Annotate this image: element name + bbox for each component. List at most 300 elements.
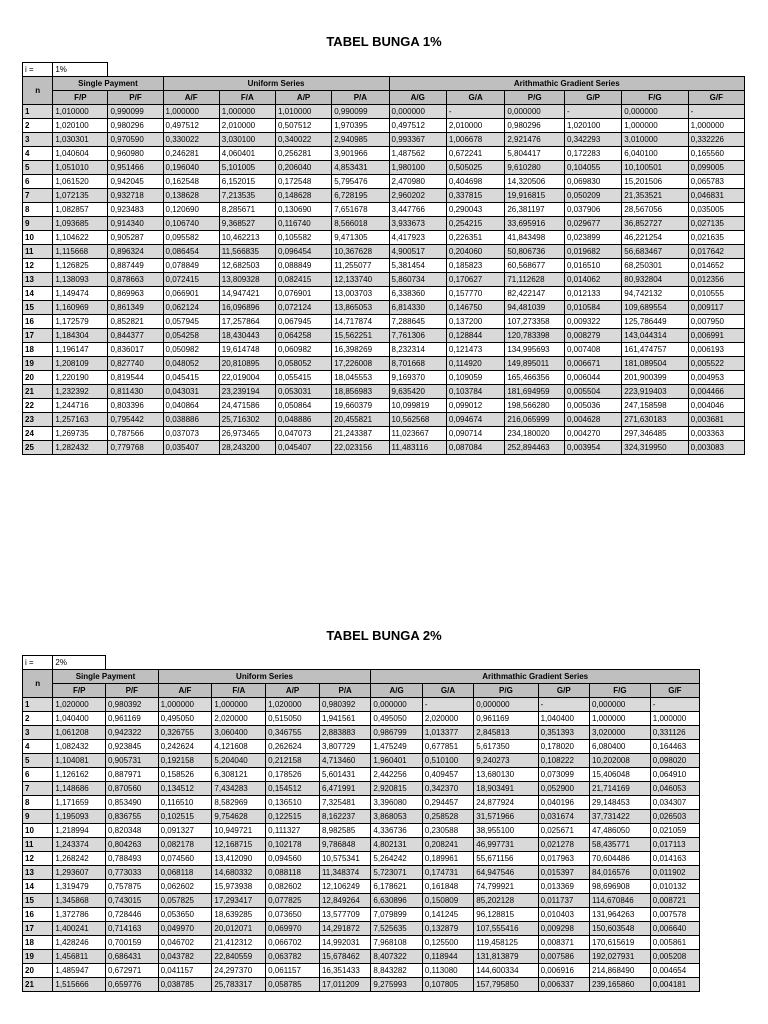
value-cell: 0,337815 — [446, 189, 504, 203]
value-cell: 3,901966 — [332, 147, 389, 161]
value-cell: 1,040604 — [53, 147, 108, 161]
value-cell: 0,887449 — [108, 259, 163, 273]
value-cell: 8,982585 — [319, 824, 370, 838]
value-cell: 13,577709 — [319, 908, 370, 922]
value-cell: 13,809328 — [219, 273, 275, 287]
value-cell: 0,116510 — [158, 796, 212, 810]
value-cell: 1,061208 — [53, 726, 106, 740]
table-row — [23, 712, 700, 726]
value-cell: 0,069970 — [266, 922, 320, 936]
value-cell: 0,346755 — [266, 726, 320, 740]
period-cell: 20 — [23, 371, 53, 385]
period-cell: 7 — [23, 189, 53, 203]
value-cell: 149,895011 — [505, 357, 565, 371]
value-cell: 0,082415 — [275, 273, 331, 287]
value-cell: 0,038886 — [163, 413, 219, 427]
value-cell: 1,149474 — [53, 287, 108, 301]
value-cell: 0,013369 — [538, 880, 589, 894]
period-cell: 11 — [23, 838, 53, 852]
period-cell: 4 — [23, 147, 53, 161]
value-cell: 14,992031 — [319, 936, 370, 950]
value-cell: 98,696908 — [590, 880, 651, 894]
value-cell: 1,172579 — [53, 315, 108, 329]
value-cell: 0,007578 — [650, 908, 699, 922]
value-cell: 1,020100 — [53, 119, 108, 133]
value-cell: 0,122515 — [266, 810, 320, 824]
period-cell: 2 — [23, 712, 53, 726]
table-row — [23, 301, 745, 315]
value-cell: 234,180020 — [505, 427, 565, 441]
value-cell: 14,717874 — [332, 315, 389, 329]
value-cell: 0,495050 — [371, 712, 422, 726]
table-row — [23, 810, 700, 824]
value-cell: 4,060401 — [219, 147, 275, 161]
value-cell: 5,601431 — [319, 768, 370, 782]
value-cell: 7,761306 — [389, 329, 446, 343]
table-row — [23, 964, 700, 978]
period-cell: 5 — [23, 161, 53, 175]
value-cell: 0,074560 — [158, 852, 212, 866]
value-cell: 11,023667 — [389, 427, 446, 441]
value-cell: 0,165560 — [688, 147, 744, 161]
value-cell: 0,853490 — [106, 796, 159, 810]
value-cell: 2,883883 — [319, 726, 370, 740]
value-cell: 0,035005 — [688, 203, 744, 217]
value-cell: 37,731422 — [590, 810, 651, 824]
value-cell: - — [446, 105, 504, 119]
value-cell: 109,689554 — [622, 301, 688, 315]
value-cell: 1,268242 — [53, 852, 106, 866]
value-cell: 0,960980 — [108, 147, 163, 161]
value-cell: 0,014163 — [650, 852, 699, 866]
value-cell: 0,064258 — [275, 329, 331, 343]
value-cell: 28,567056 — [622, 203, 688, 217]
period-cell: 21 — [23, 978, 53, 992]
value-cell: 14,680332 — [212, 866, 266, 880]
value-cell: 0,970590 — [108, 133, 163, 147]
interest-rate-row — [23, 656, 700, 670]
value-cell: 1,051010 — [53, 161, 108, 175]
value-cell: 0,095582 — [163, 231, 219, 245]
interest-table-2 — [22, 655, 700, 992]
value-cell: 0,003954 — [564, 441, 621, 455]
value-cell: 0,012133 — [564, 287, 621, 301]
value-cell: 0,905287 — [108, 231, 163, 245]
value-cell: 0,107805 — [422, 978, 473, 992]
value-cell: 10,202008 — [590, 754, 651, 768]
value-cell: 14,291872 — [319, 922, 370, 936]
value-cell: 0,082602 — [266, 880, 320, 894]
value-cell: 0,025671 — [538, 824, 589, 838]
value-cell: 5,204040 — [212, 754, 266, 768]
period-cell: 20 — [23, 964, 53, 978]
table-row — [23, 245, 745, 259]
value-cell: 0,192158 — [158, 754, 212, 768]
value-cell: 0,004953 — [688, 371, 744, 385]
value-cell: 0,015397 — [538, 866, 589, 880]
value-cell: 1,428246 — [53, 936, 106, 950]
value-cell: 10,949721 — [212, 824, 266, 838]
value-cell: 9,275993 — [371, 978, 422, 992]
value-cell: 0,034307 — [650, 796, 699, 810]
value-cell: 0,040196 — [538, 796, 589, 810]
value-cell: 17,226008 — [332, 357, 389, 371]
value-cell: 131,964263 — [590, 908, 651, 922]
value-cell: 0,114920 — [446, 357, 504, 371]
period-cell: 3 — [23, 133, 53, 147]
column-header: P/G — [474, 684, 538, 698]
value-cell: 0,993367 — [389, 133, 446, 147]
interest-value: 2% — [53, 656, 106, 670]
value-cell: 0,507512 — [275, 119, 331, 133]
value-cell: 107,273358 — [505, 315, 565, 329]
value-cell: 0,787566 — [108, 427, 163, 441]
value-cell: 297,346485 — [622, 427, 688, 441]
value-cell: 1,126162 — [53, 768, 106, 782]
value-cell: 0,116740 — [275, 217, 331, 231]
value-cell: 31,571966 — [474, 810, 538, 824]
value-cell: 0,003681 — [688, 413, 744, 427]
period-cell: 24 — [23, 427, 53, 441]
column-header: P/F — [106, 684, 159, 698]
interest-table-1 — [22, 62, 745, 455]
value-cell: 0,021059 — [650, 824, 699, 838]
period-cell: 7 — [23, 782, 53, 796]
value-cell: 1,000000 — [590, 712, 651, 726]
value-cell: 21,353521 — [622, 189, 688, 203]
table-row — [23, 161, 745, 175]
value-cell: 0,027135 — [688, 217, 744, 231]
value-cell: 33,695916 — [505, 217, 565, 231]
column-header: F/P — [53, 91, 108, 105]
table-row — [23, 231, 745, 245]
value-cell: 9,635420 — [389, 385, 446, 399]
value-cell: 0,161848 — [422, 880, 473, 894]
value-cell: 0,951466 — [108, 161, 163, 175]
value-cell: 11,348374 — [319, 866, 370, 880]
value-cell: 94,481039 — [505, 301, 565, 315]
table-row — [23, 385, 745, 399]
value-cell: 1,960401 — [371, 754, 422, 768]
value-cell: 0,043782 — [158, 950, 212, 964]
value-cell: 0,010584 — [564, 301, 621, 315]
value-cell: 0,804263 — [106, 838, 159, 852]
table-row — [23, 908, 700, 922]
value-cell: 201,900399 — [622, 371, 688, 385]
value-cell: 0,026503 — [650, 810, 699, 824]
value-cell: 1,138093 — [53, 273, 108, 287]
value-cell: 1,030301 — [53, 133, 108, 147]
value-cell: 0,162548 — [163, 175, 219, 189]
value-cell: 0,090714 — [446, 427, 504, 441]
value-cell: 1,160969 — [53, 301, 108, 315]
column-header: A/P — [266, 684, 320, 698]
value-cell: 0,827740 — [108, 357, 163, 371]
table-row — [23, 698, 700, 712]
period-cell: 15 — [23, 301, 53, 315]
value-cell: 170,615619 — [590, 936, 651, 950]
table-row — [23, 217, 745, 231]
value-cell: 0,141245 — [422, 908, 473, 922]
value-cell: 12,849264 — [319, 894, 370, 908]
value-cell: 1,208109 — [53, 357, 108, 371]
period-cell: 14 — [23, 880, 53, 894]
period-cell: 9 — [23, 810, 53, 824]
value-cell: 13,865053 — [332, 301, 389, 315]
value-cell: 15,201506 — [622, 175, 688, 189]
value-cell: 0,896324 — [108, 245, 163, 259]
value-cell: 0,017963 — [538, 852, 589, 866]
value-cell: 150,603548 — [590, 922, 651, 936]
value-cell: 5,101005 — [219, 161, 275, 175]
table-row — [23, 441, 745, 455]
value-cell: 71,112628 — [505, 273, 565, 287]
value-cell: 0,803396 — [108, 399, 163, 413]
period-cell: 18 — [23, 936, 53, 950]
value-cell: 15,678462 — [319, 950, 370, 964]
value-cell: 0,990099 — [332, 105, 389, 119]
value-cell: 24,297370 — [212, 964, 266, 978]
value-cell: 0,069830 — [564, 175, 621, 189]
table-row — [23, 329, 745, 343]
value-cell: 0,004270 — [564, 427, 621, 441]
value-cell: 0,103784 — [446, 385, 504, 399]
value-cell: 1,104622 — [53, 231, 108, 245]
value-cell: 0,870560 — [106, 782, 159, 796]
value-cell: 0,006044 — [564, 371, 621, 385]
value-cell: 9,471305 — [332, 231, 389, 245]
value-cell: 0,017113 — [650, 838, 699, 852]
value-cell: 0,677851 — [422, 740, 473, 754]
value-cell: 60,568677 — [505, 259, 565, 273]
value-cell: 0,700159 — [106, 936, 159, 950]
value-cell: 4,713460 — [319, 754, 370, 768]
value-cell: 9,786848 — [319, 838, 370, 852]
value-cell: 0,206040 — [275, 161, 331, 175]
value-cell: 0,256281 — [275, 147, 331, 161]
value-cell: 0,029677 — [564, 217, 621, 231]
value-cell: 46,997731 — [474, 838, 538, 852]
value-cell: 46,221254 — [622, 231, 688, 245]
value-cell: 0,003363 — [688, 427, 744, 441]
column-header: G/A — [422, 684, 473, 698]
value-cell: 0,048886 — [275, 413, 331, 427]
value-cell: 1,941561 — [319, 712, 370, 726]
value-cell: 8,701668 — [389, 357, 446, 371]
column-header: A/F — [158, 684, 212, 698]
value-cell: 7,525635 — [371, 922, 422, 936]
value-cell: 1,006678 — [446, 133, 504, 147]
value-cell: 0,111327 — [266, 824, 320, 838]
value-cell: - — [422, 698, 473, 712]
value-cell: 247,158598 — [622, 399, 688, 413]
value-cell: 0,102515 — [158, 810, 212, 824]
value-cell: 21,412312 — [212, 936, 266, 950]
value-cell: 70,604486 — [590, 852, 651, 866]
value-cell: 18,639285 — [212, 908, 266, 922]
value-cell: - — [688, 105, 744, 119]
value-cell: 1,093685 — [53, 217, 108, 231]
value-cell: 0,852821 — [108, 315, 163, 329]
value-cell: 6,178621 — [371, 880, 422, 894]
value-cell: 0,088849 — [275, 259, 331, 273]
value-cell: 0,006193 — [688, 343, 744, 357]
value-cell: 4,417923 — [389, 231, 446, 245]
value-cell: 0,043031 — [163, 385, 219, 399]
value-cell: 18,430443 — [219, 329, 275, 343]
value-cell: 1,282432 — [53, 441, 108, 455]
value-cell: 161,474757 — [622, 343, 688, 357]
table-row — [23, 866, 700, 880]
value-cell: 0,031674 — [538, 810, 589, 824]
value-cell: 0,047073 — [275, 427, 331, 441]
value-cell: 0,178020 — [538, 740, 589, 754]
value-cell: 0,980296 — [505, 119, 565, 133]
value-cell: 0,077825 — [266, 894, 320, 908]
table-1-title: TABEL BUNGA 1% — [326, 34, 442, 49]
table-row — [23, 894, 700, 908]
value-cell: 0,788493 — [106, 852, 159, 866]
value-cell: 0,118944 — [422, 950, 473, 964]
value-cell: - — [538, 698, 589, 712]
value-cell: 41,843498 — [505, 231, 565, 245]
value-cell: 5,723071 — [371, 866, 422, 880]
value-cell: 5,381454 — [389, 259, 446, 273]
value-cell: 0,942322 — [106, 726, 159, 740]
value-cell: 0,686431 — [106, 950, 159, 964]
value-cell: 1,000000 — [688, 119, 744, 133]
value-cell: 16,398269 — [332, 343, 389, 357]
value-cell: 3,010000 — [622, 133, 688, 147]
value-cell: 1,970395 — [332, 119, 389, 133]
value-cell: 0,063782 — [266, 950, 320, 964]
value-cell: 7,325481 — [319, 796, 370, 810]
value-cell: 2,442256 — [371, 768, 422, 782]
value-cell: 0,290043 — [446, 203, 504, 217]
value-cell: 0,914340 — [108, 217, 163, 231]
value-cell: 2,020000 — [212, 712, 266, 726]
value-cell: 96,128815 — [474, 908, 538, 922]
value-cell: 0,062602 — [158, 880, 212, 894]
value-cell: 0,178526 — [266, 768, 320, 782]
column-header: F/G — [622, 91, 688, 105]
value-cell: 0,007408 — [564, 343, 621, 357]
value-cell: 271,630183 — [622, 413, 688, 427]
value-cell: 74,799921 — [474, 880, 538, 894]
group-uniform-series: Uniform Series — [163, 77, 389, 91]
value-cell: 114,670846 — [590, 894, 651, 908]
value-cell: 18,903491 — [474, 782, 538, 796]
value-cell: 0,515050 — [266, 712, 320, 726]
value-cell: 0,073650 — [266, 908, 320, 922]
value-cell: 0,068118 — [158, 866, 212, 880]
value-cell: 0,819544 — [108, 371, 163, 385]
period-cell: 1 — [23, 105, 53, 119]
value-cell: 0,497512 — [163, 119, 219, 133]
period-cell: 18 — [23, 343, 53, 357]
value-cell: 13,680130 — [474, 768, 538, 782]
value-cell: 131,813879 — [474, 950, 538, 964]
value-cell: 119,458125 — [474, 936, 538, 950]
value-cell: 0,226351 — [446, 231, 504, 245]
value-cell: 0,004628 — [564, 413, 621, 427]
value-cell: 0,004654 — [650, 964, 699, 978]
value-cell: 28,243200 — [219, 441, 275, 455]
value-cell: 198,566280 — [505, 399, 565, 413]
value-cell: 239,165860 — [590, 978, 651, 992]
column-header: P/A — [319, 684, 370, 698]
value-cell: 0,060982 — [275, 343, 331, 357]
value-cell: 0,102178 — [266, 838, 320, 852]
value-cell: 15,973938 — [212, 880, 266, 894]
period-cell: 23 — [23, 413, 53, 427]
value-cell: 4,900517 — [389, 245, 446, 259]
table-row — [23, 413, 745, 427]
value-cell: 252,894463 — [505, 441, 565, 455]
value-cell: 0,254215 — [446, 217, 504, 231]
value-cell: 0,064910 — [650, 768, 699, 782]
column-header: G/A — [446, 91, 504, 105]
table-row — [23, 427, 745, 441]
value-cell: 0,088118 — [266, 866, 320, 880]
period-cell: 21 — [23, 385, 53, 399]
value-cell: 0,016510 — [564, 259, 621, 273]
value-cell: 2,920815 — [371, 782, 422, 796]
value-cell: 0,045407 — [275, 441, 331, 455]
value-cell: 12,133740 — [332, 273, 389, 287]
value-cell: 0,672241 — [446, 147, 504, 161]
table-row — [23, 343, 745, 357]
value-cell: 0,012356 — [688, 273, 744, 287]
value-cell: 1,000000 — [622, 119, 688, 133]
value-cell: 94,742132 — [622, 287, 688, 301]
period-cell: 22 — [23, 399, 53, 413]
value-cell: 0,887971 — [106, 768, 159, 782]
value-cell: 0,105582 — [275, 231, 331, 245]
value-cell: 0,096454 — [275, 245, 331, 259]
value-cell: 1,487562 — [389, 147, 446, 161]
interest-rate-row — [23, 63, 745, 77]
value-cell: 0,104055 — [564, 161, 621, 175]
value-cell: 144,600334 — [474, 964, 538, 978]
group-arithmetic-gradient: Arithmathic Gradient Series — [389, 77, 744, 91]
value-cell: 0,050209 — [564, 189, 621, 203]
value-cell: 1,126825 — [53, 259, 108, 273]
value-cell: 0,021635 — [688, 231, 744, 245]
value-cell: 1,243374 — [53, 838, 106, 852]
period-cell: 9 — [23, 217, 53, 231]
value-cell: 68,250301 — [622, 259, 688, 273]
value-cell: 13,412090 — [212, 852, 266, 866]
value-cell: 15,562251 — [332, 329, 389, 343]
table-row — [23, 175, 745, 189]
value-cell: 0,185823 — [446, 259, 504, 273]
table-row — [23, 133, 745, 147]
value-cell: 6,080400 — [590, 740, 651, 754]
value-cell: 0,000000 — [389, 105, 446, 119]
value-cell: 17,293417 — [212, 894, 266, 908]
table-row — [23, 273, 745, 287]
value-cell: 0,820348 — [106, 824, 159, 838]
value-cell: 0,007950 — [688, 315, 744, 329]
value-cell: 0,058052 — [275, 357, 331, 371]
value-cell: 0,120690 — [163, 203, 219, 217]
value-cell: 0,072124 — [275, 301, 331, 315]
value-cell: 0,980296 — [108, 119, 163, 133]
column-header: A/F — [163, 91, 219, 105]
value-cell: 0,099012 — [446, 399, 504, 413]
value-cell: 4,121608 — [212, 740, 266, 754]
